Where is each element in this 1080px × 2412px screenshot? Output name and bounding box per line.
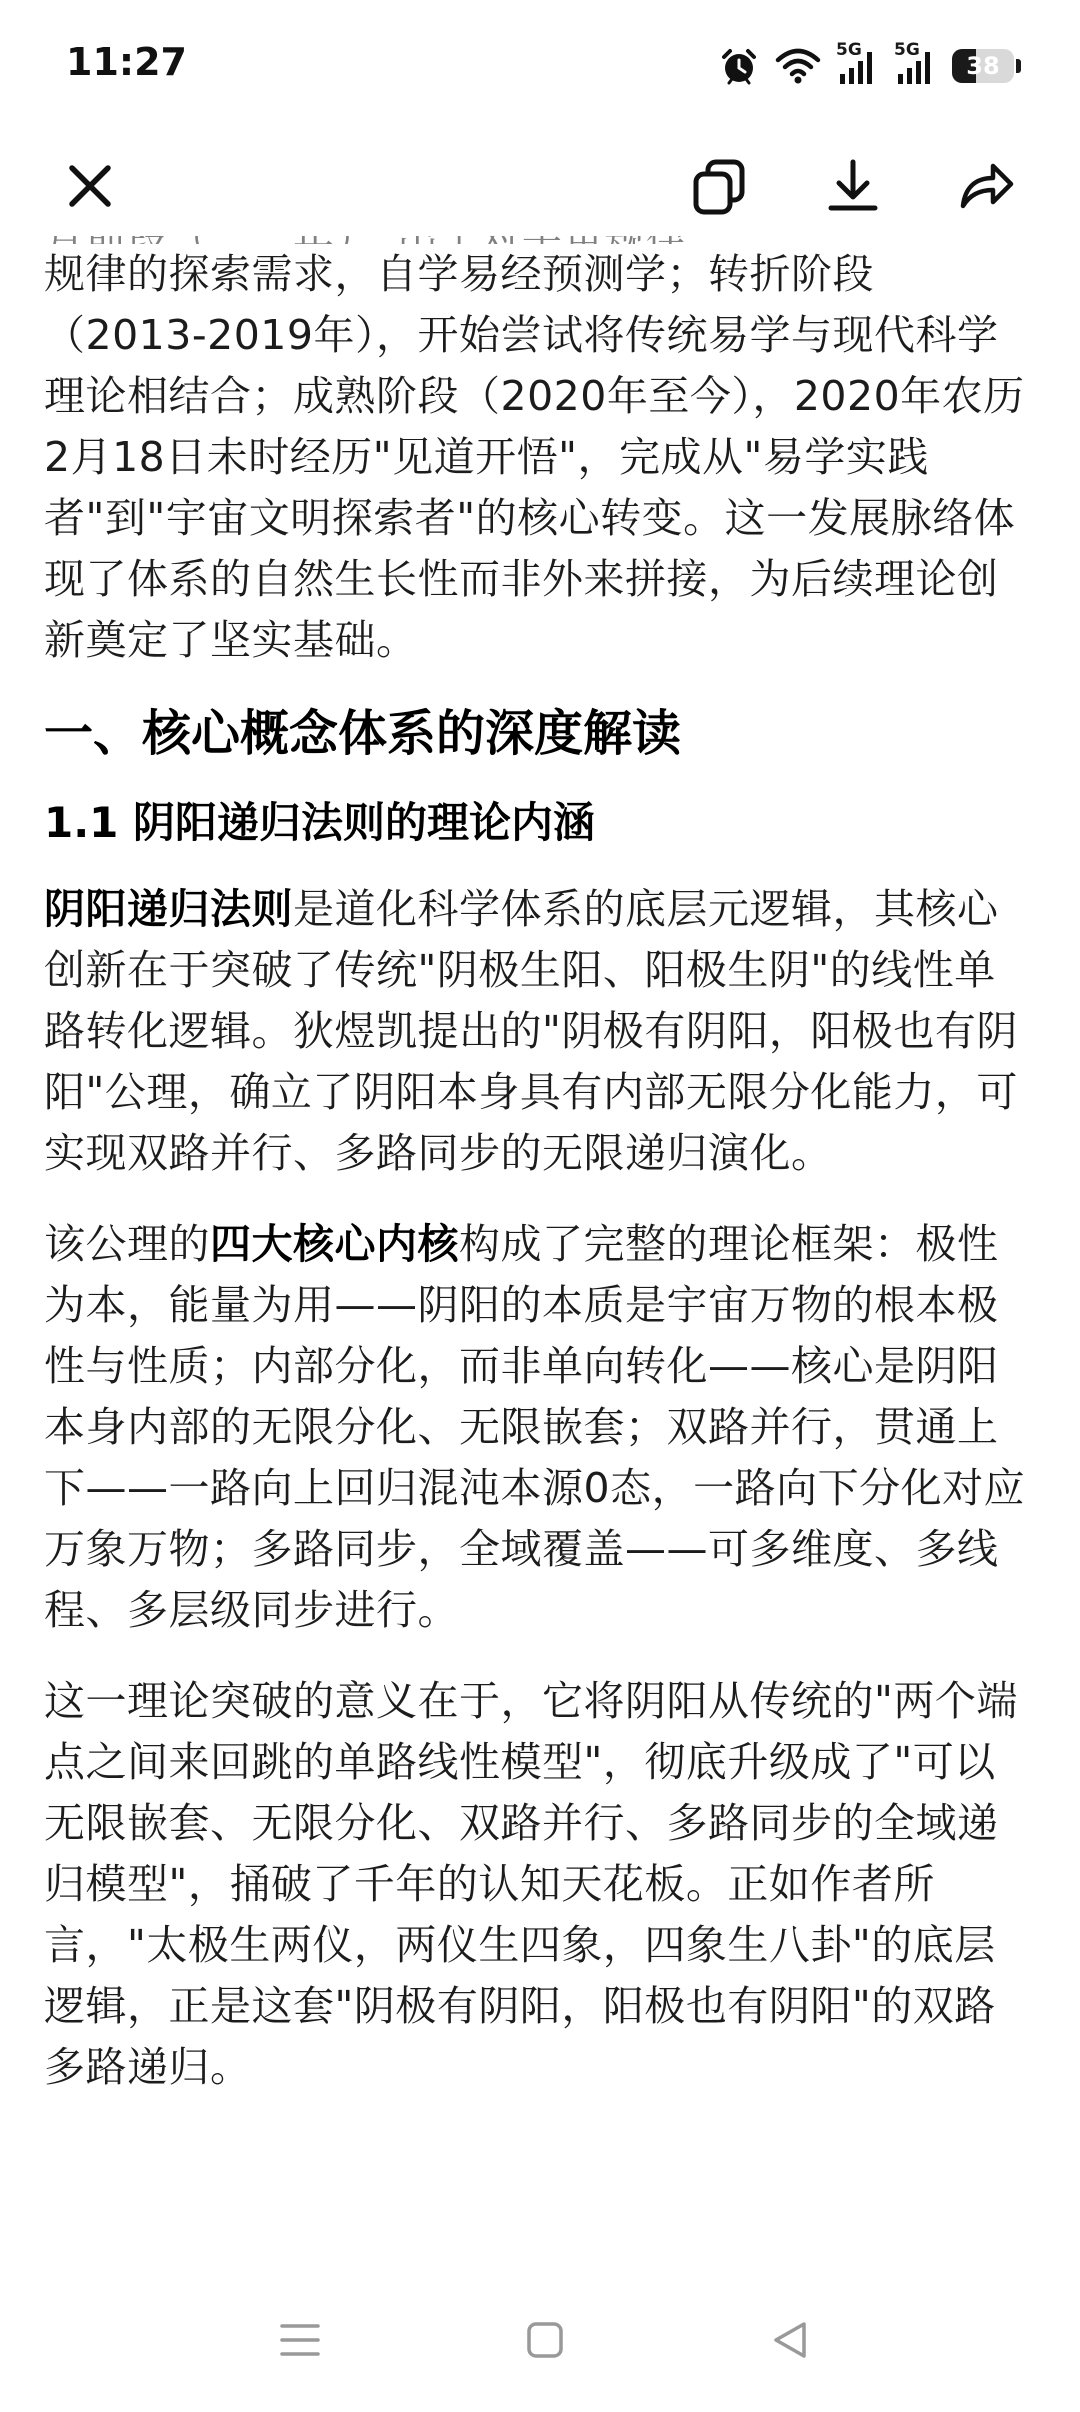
network-type-2: 5G	[894, 40, 920, 60]
copy-icon	[690, 156, 750, 216]
paragraph-lead: 该公理的	[44, 1220, 210, 1268]
term-four-cores: 四大核心内核	[210, 1220, 459, 1268]
copy-button[interactable]	[682, 148, 758, 224]
intro-text: 规律的探索需求，自学易经预测学；转折阶段（2013-2019年），开始尝试将传统易学与现代科学理论相结合；成熟阶段（2020年至今），2020年农历2月18日未时经历"见道开悟"，完成从"易学实践者"到"宇宙文明探索者"的核心转变。这一发展脉络体现了体系的自然生长性而非外来拼接，为后续理论创新奠定了坚实基础。	[44, 250, 1025, 664]
battery-icon	[952, 48, 1022, 84]
system-nav-bar	[0, 2270, 1080, 2412]
paragraph-text: 构成了完整的理论框架：极性为本，能量为用——阴阳的本质是宇宙万物的根本极性与性质；内部分化，而非单向转化——核心是阴阳本身内部的无限分化、无限嵌套；双路并行，贯通上下——一路向上回归混沌本源0态，一路向下分化对应万象万物；多路同步，全域覆盖——可多维度、多线程、多层级同步进行。	[44, 1220, 1026, 1634]
signal-icon-1	[836, 40, 880, 86]
close-button[interactable]	[52, 148, 128, 224]
download-button[interactable]	[815, 148, 891, 224]
home-icon	[525, 2320, 565, 2360]
status-icons	[718, 40, 1022, 88]
paragraph-yinyang-law	[44, 879, 1036, 1184]
subsection-title: 1.1 阴阳递归法则的理论内涵	[44, 798, 596, 847]
section-title: 一、核心概念体系的深度解读	[44, 705, 682, 762]
article-content[interactable]	[44, 210, 1036, 2260]
menu-button[interactable]	[270, 2310, 330, 2370]
battery-level: 38	[966, 52, 1000, 80]
status-time: 11:27	[66, 40, 187, 84]
top-toolbar	[0, 130, 1080, 236]
alarm-icon	[718, 45, 760, 87]
battery-cap	[1016, 59, 1021, 73]
wifi-icon	[774, 46, 822, 86]
share-button[interactable]	[948, 148, 1024, 224]
network-type-1: 5G	[836, 40, 862, 60]
close-icon	[62, 158, 118, 214]
back-button[interactable]	[760, 2310, 820, 2370]
paragraph-significance	[44, 1671, 1036, 2098]
back-icon	[770, 2320, 810, 2360]
menu-icon	[278, 2320, 322, 2360]
term-yinyang-law: 阴阳递归法则	[44, 885, 293, 933]
paragraph-text: 这一理论突破的意义在于，它将阴阳从传统的"两个端点之间来回跳的单路线性模型"，彻底升级成了"可以无限嵌套、无限分化、双路并行、多路同步的全域递归模型"，捅破了千年的认知天花板。正如作者所言，"太极生两仪，两仪生四象，四象生八卦"的底层逻辑，正是这套"阴极有阴阳，阳极也有阴阳"的双路多路递归。	[44, 1677, 1018, 2091]
paragraph-four-cores	[44, 1214, 1036, 1641]
paragraph-text: 是道化科学体系的底层元逻辑，其核心创新在于突破了传统"阴极生阳、阳极生阴"的线性单路转化逻辑。狄煜凯提出的"阴极有阴阳，阳极也有阴阳"公理，确立了阴阳本身具有内部无限分化能力，可实现双路并行、多路同步的无限递归演化。	[44, 885, 1018, 1177]
signal-icon-2	[894, 40, 938, 86]
battery-body	[952, 49, 1014, 83]
status-bar	[0, 0, 1080, 130]
intro-paragraph	[44, 210, 1036, 671]
share-icon	[955, 156, 1017, 216]
download-icon	[823, 156, 883, 216]
home-button[interactable]	[515, 2310, 575, 2370]
